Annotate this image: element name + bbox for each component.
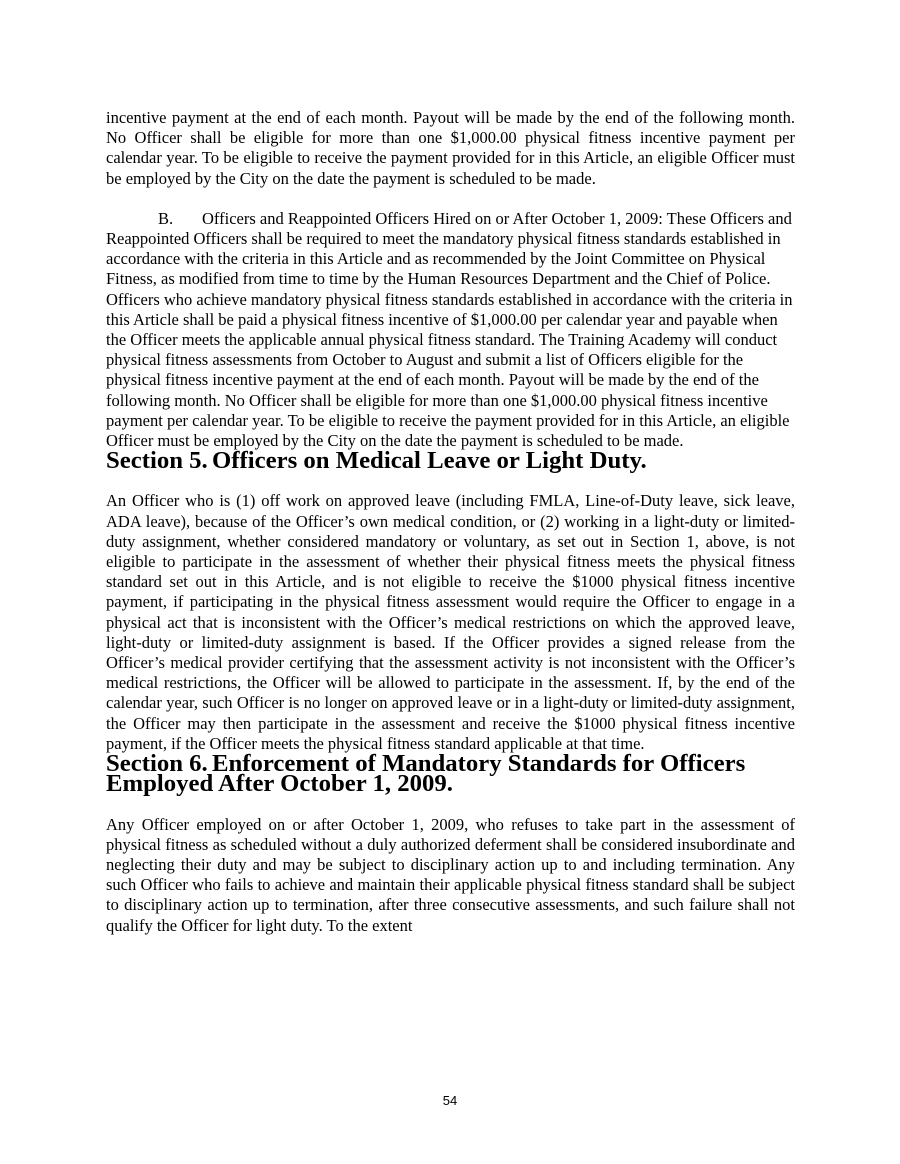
section-6-number: Section 6. (106, 750, 208, 778)
section-5-heading (106, 447, 795, 475)
section-5-title: Officers on Medical Leave or Light Duty. (212, 447, 647, 475)
page-number: 54 (442, 1093, 458, 1108)
item-b-text: Officers and Reappointed Officers Hired on or After October 1, 2009: These Officers and Reappointed Officers shall be required to meet the mandatory physical fitness standards established in accordance with the criteria in this Article and as recommended by the Joint Committee on Physical Fitness, as modified from time to time by the Human Resources Department and the Chief of Police. Officers who achieve mandatory physical fitness standards established in accordance with the criteria in this Article shall be paid a physical fitness incentive of $1,000.00 per calendar year and payable when the Officer meets the applicable annual physical fitness standard. The Training Academy will conduct physical fitness assessments from October to August and submit a list of Officers eligible for the physical fitness incentive payment at the end of each month. Payout will be made by the end of the following month. No Officer shall be eligible for more than one $1,000.00 physical fitness incentive payment per calendar year. To be eligible to receive the payment provided for in this Article, an eligible Officer must be employed by the City on the date the payment is scheduled to be made. (106, 208, 793, 451)
document-page (106, 108, 795, 936)
item-b-marker: B. (158, 208, 174, 228)
section-6-body: Any Officer employed on or after October 1, 2009, who refuses to take part in the assessment of physical fitness as scheduled without a duly authorized deferment shall be considered insubordinate and neglecting their duty and may be subject to disciplinary action up to and including termination. Any such Officer who fails to achieve and maintain their applicable physical fitness standard shall be subject to disciplinary action up to termination, after three consecutive assessments, and such failure shall not qualify the Officer for light duty. To the extent (106, 814, 795, 935)
section-6-heading (106, 750, 795, 798)
section-5-number: Section 5. (106, 447, 208, 475)
section-5-body: An Officer who is (1) off work on approved leave (including FMLA, Line-of-Duty leave, sick leave, ADA leave), because of the Officer’s own medical condition, or (2) working in a light-duty or limited-duty assignment, whether considered mandatory or voluntary, as set out in Section 1, above, is not eligible to participate in the assessment of whether their physical fitness meets the physical fitness standard set out in this Article, and is not eligible to receive the $1000 physical fitness incentive payment, if participating in the physical fitness assessment would require the Officer to engage in a physical act that is inconsistent with the Officer’s medical restrictions on which the approved leave, light-duty or limited-duty assignment is based. If the Officer provides a signed release from the Officer’s medical provider certifying that the assessment activity is not inconsistent with the Officer’s medical restrictions, the Officer will be allowed to participate in the assessment. If, by the end of the calendar year, such Officer is no longer on approved leave or in a light-duty or limited-duty assignment, the Officer may then participate in the assessment and receive the $1000 physical fitness incentive payment, if the Officer meets the physical fitness standard applicable at that time. (106, 491, 795, 753)
item-b-paragraph (106, 209, 795, 451)
continuation-paragraph: incentive payment at the end of each month. Payout will be made by the end of the following month. No Officer shall be eligible for more than one $1,000.00 physical fitness incentive payment per calendar year. To be eligible to receive the payment provided for in this Article, an eligible Officer must be employed by the City on the date the payment is scheduled to be made. (106, 108, 795, 188)
section-6-title: Enforcement of Mandatory Standards for Officers Employed After October 1, 2009. (106, 750, 746, 798)
